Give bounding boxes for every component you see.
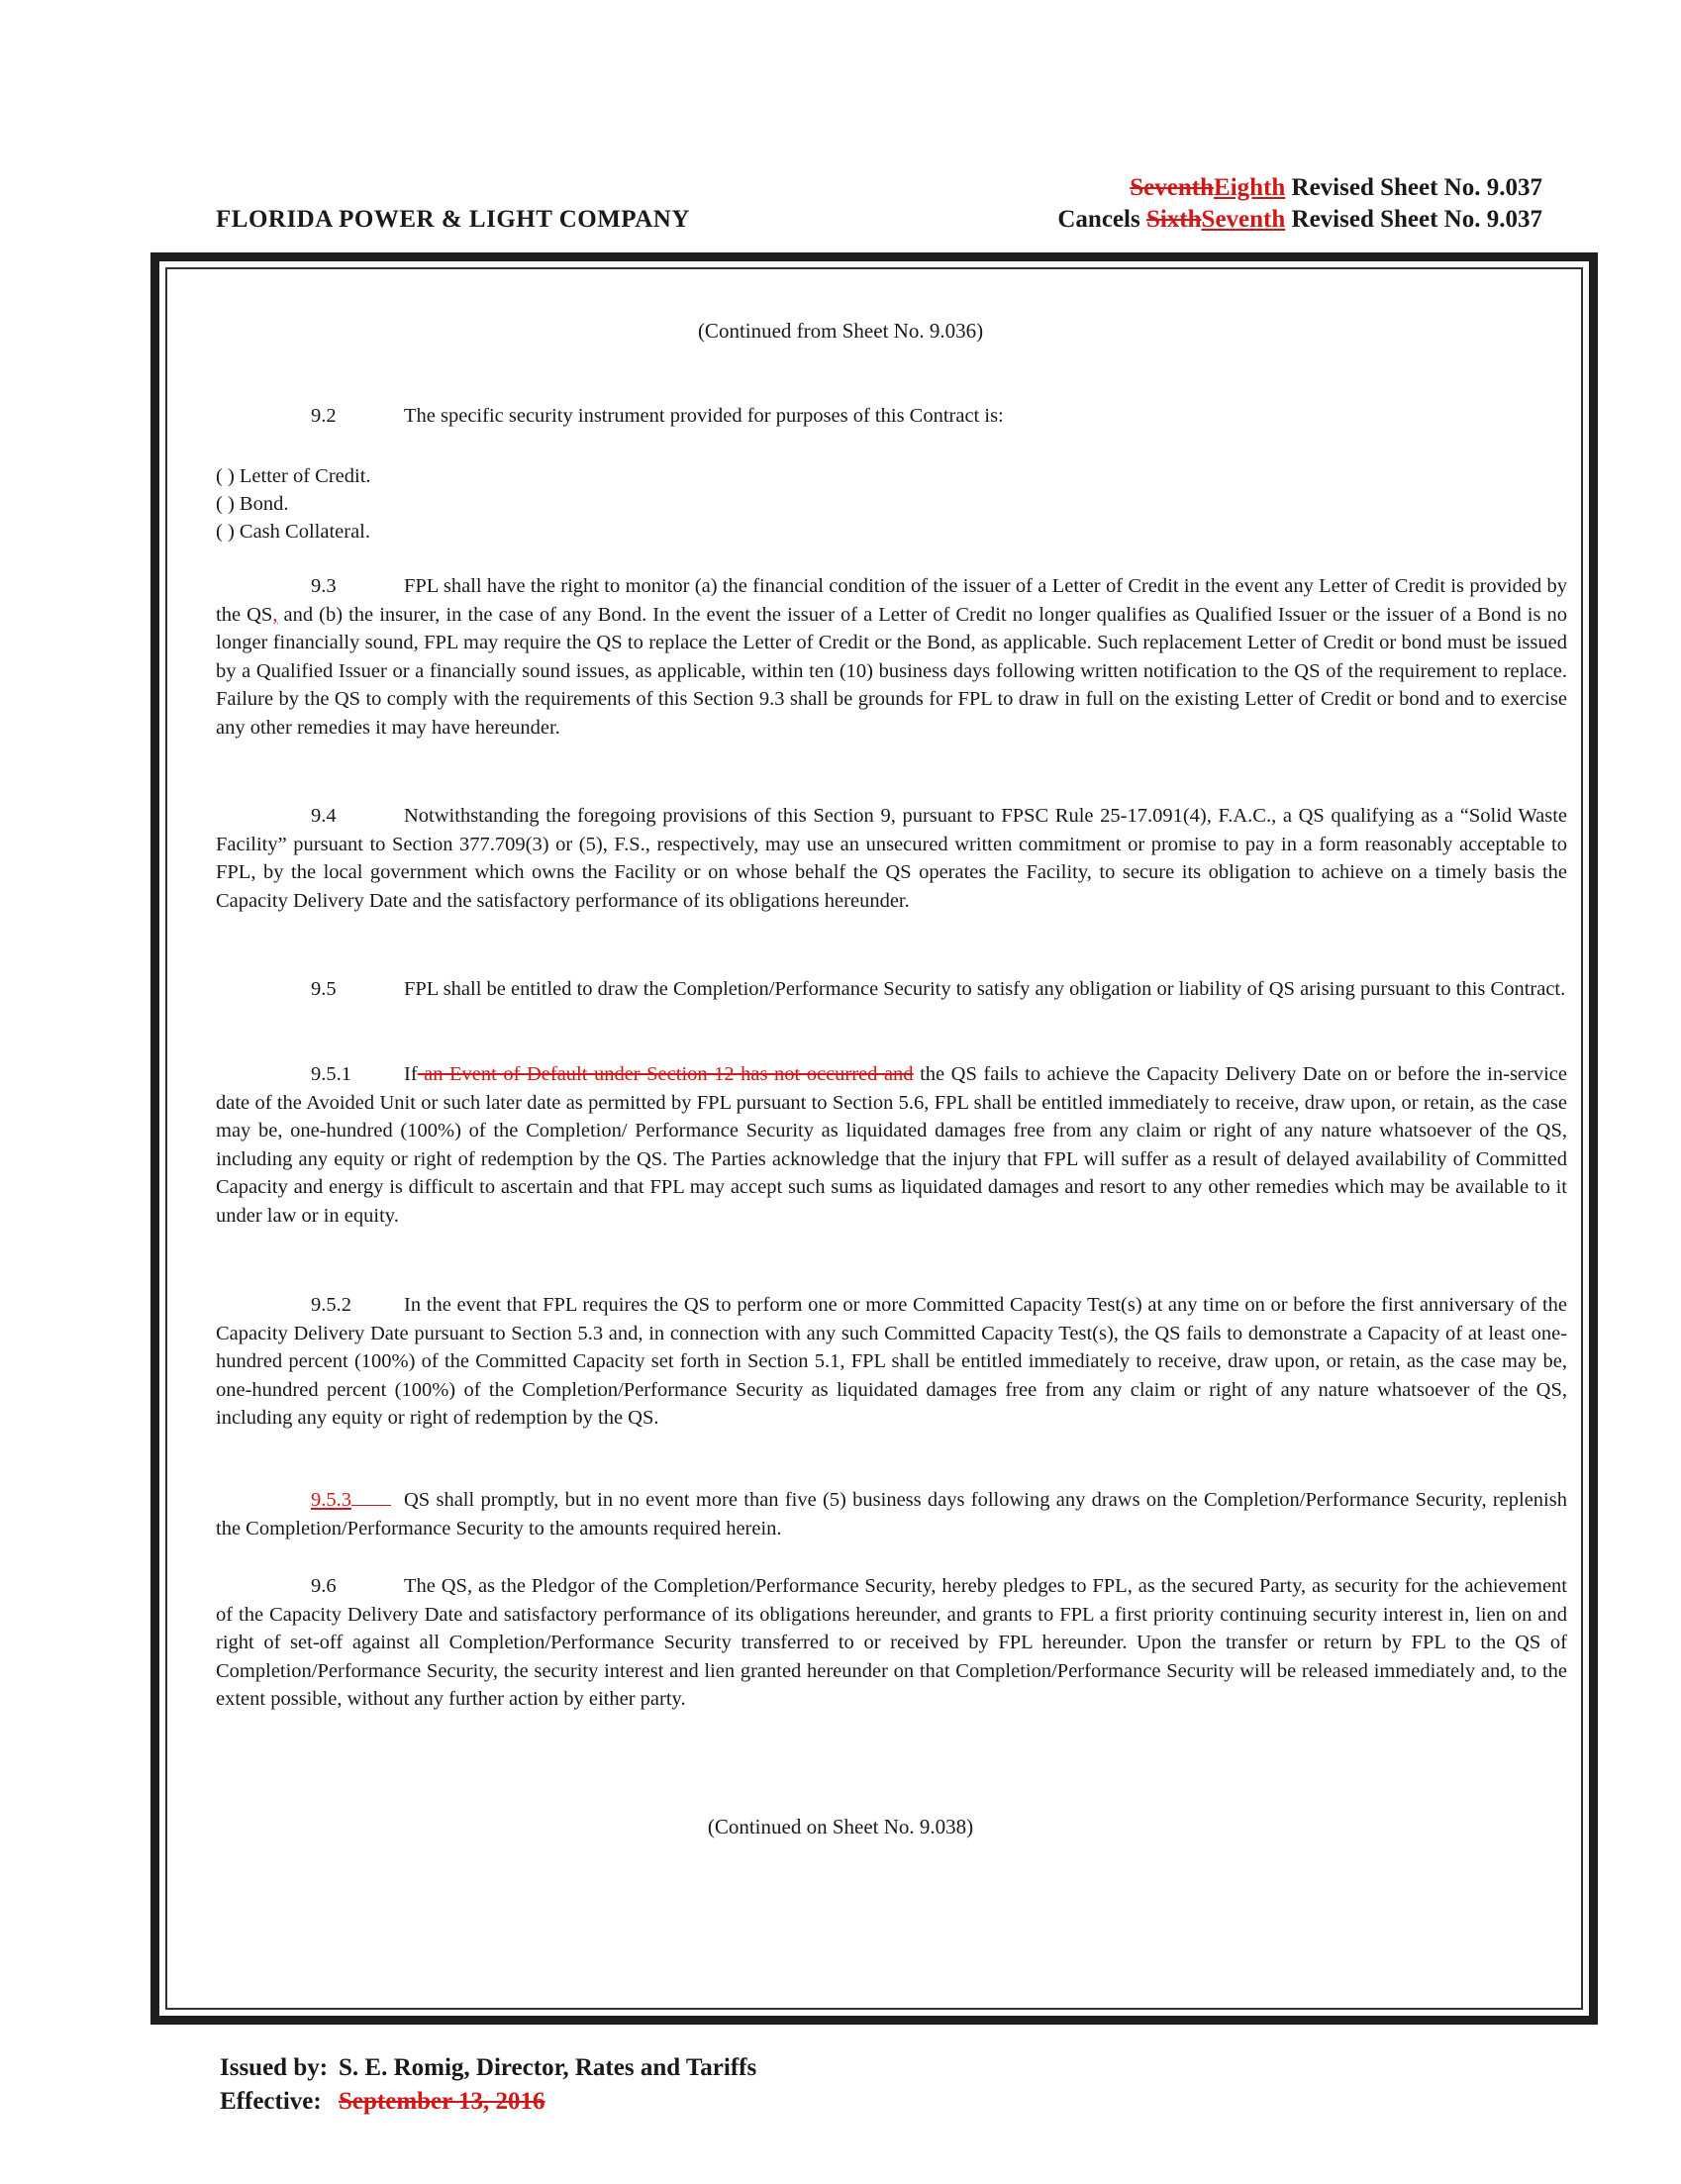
- section-number: 9.2: [311, 405, 337, 427]
- effective-label: Effective:: [220, 2088, 322, 2115]
- section-9-5: [216, 975, 1567, 1004]
- sheet-footer: [220, 2051, 756, 2119]
- section-9-6: [216, 1572, 1567, 1714]
- issued-label: Issued by:: [220, 2054, 329, 2081]
- section-number: 9.6: [311, 1575, 337, 1597]
- inserted-tab-underline: [351, 1505, 391, 1506]
- effective-line: [220, 2085, 756, 2119]
- option-bond: ( ) Bond.: [216, 493, 289, 515]
- section-number: 9.3: [311, 575, 337, 597]
- continued-from-note: (Continued from Sheet No. 9.036): [697, 319, 984, 343]
- deleted-effective-date: September 13, 2016: [339, 2088, 545, 2115]
- section-text-continued: the QS fails to achieve the Capacity Delivery Date on or before the in-service date of the Avoided Unit or such later date as permitted by FPL pursuant to Section 5.6, FPL shall be entitled immediately to receive, draw upon, or retain, as the case may be, one-hundred (100%) of the Completion/ Performance Security as liquidated damages free from any claim or right of any nature whatsoever of the QS, including any equity or right of redemption by the QS. The Parties acknowledge that the injury that FPL will suffer as a result of delayed availability of Committed Capacity and energy is difficult to ascertain and that FPL may accept such sums as liquidated damages and resort to any other remedies which may be available to it under law or in equity.: [216, 1063, 1568, 1227]
- deleted-cancel-word: Sixth: [1145, 206, 1202, 233]
- section-9-5-2: [216, 1291, 1567, 1433]
- deleted-text: an Event of Default under Section 12 has not occurred and: [417, 1063, 914, 1085]
- section-9-4: [216, 802, 1567, 915]
- section-9-5-1: [216, 1060, 1567, 1231]
- section-text: If: [404, 1063, 418, 1085]
- cancels-prefix: Cancels: [1057, 206, 1146, 233]
- section-9-2: [216, 402, 1567, 431]
- section-number: 9.5.1: [311, 1063, 351, 1085]
- cancels-line: [1057, 206, 1542, 234]
- continued-on-note: (Continued on Sheet No. 9.038): [707, 1815, 974, 1838]
- section-number: 9.5: [311, 978, 337, 1000]
- section-number: 9.5.2: [311, 1294, 351, 1316]
- issued-by-line: [220, 2051, 756, 2085]
- inserted-cancel-word: Seventh: [1201, 206, 1286, 233]
- section-text: In the event that FPL requires the QS to perform one or more Committed Capacity Test(s) at any time on or before the first anniversary of the Capacity Delivery Date pursuant to Section 5.3 and, in connection with any such Committed Capacity Test(s), the QS fails to demonstrate a Capacity of at least one-hundred percent (100%) of the Committed Capacity set forth in Section 5.1, FPL shall be entitled immediately to receive, draw upon, or retain, as the case may be, one-hundred percent (100%) of the Completion/Performance Security as liquidated damages free from any claim or right of any nature whatsoever of the QS, including any equity or right of redemption by the QS.: [216, 1294, 1567, 1430]
- option-letter-of-credit: ( ) Letter of Credit.: [216, 465, 371, 487]
- inserted-comma: ,: [272, 603, 278, 626]
- option-cash-collateral: ( ) Cash Collateral.: [216, 521, 370, 543]
- section-text: FPL shall be entitled to draw the Completion/Performance Security to satisfy any obligation or liability of QS arising pursuant to this Contract.: [404, 978, 1566, 1000]
- inserted-section-number: 9.5.3: [311, 1489, 351, 1511]
- section-number: [216, 1486, 404, 1515]
- security-options-list: [216, 462, 1567, 546]
- cancels-text: Revised Sheet No. 9.037: [1285, 206, 1542, 233]
- sheet-revision-text: Revised Sheet No. 9.037: [1285, 174, 1542, 201]
- inserted-revision-word: Eighth: [1214, 174, 1286, 201]
- section-number: 9.4: [311, 805, 337, 827]
- deleted-revision-word: Seventh: [1130, 174, 1215, 201]
- section-text: The QS, as the Pledgor of the Completion/Performance Security, hereby pledges to FPL, as the secured Party, as security for the achievement of the Capacity Delivery Date and satisfactory performance of its obligations hereunder, and grants to FPL a first priority continuing security interest in, lien on and right of set-off against all Completion/Performance Security transferred to or received by FPL hereunder. Upon the transfer or return by FPL to the QS of Completion/Performance Security, the security interest and lien granted hereunder on that Completion/Performance Security will be released immediately and, to the extent possible, without any further action by either party.: [216, 1575, 1567, 1711]
- issued-value: S. E. Romig, Director, Rates and Tariffs: [339, 2054, 757, 2081]
- section-text: Notwithstanding the foregoing provisions of this Section 9, pursuant to FPSC Rule 25-17.091(4), F.A.C., a QS qualifying as a “Solid Waste Facility” pursuant to Section 377.709(3) or (5), F.S., respectively, may use an unsecured written commitment or promise to pay in a form reasonably acceptable to FPL, by the local government which owns the Facility or on whose behalf the QS operates the Facility, to secure its obligation to achieve on a timely basis the Capacity Delivery Date and the satisfactory performance of its obligations hereunder.: [216, 805, 1567, 912]
- section-text: The specific security instrument provided for purposes of this Contract is:: [404, 405, 1004, 427]
- company-name: FLORIDA POWER & LIGHT COMPANY: [216, 206, 690, 233]
- section-9-5-3: [216, 1486, 1567, 1542]
- section-text: FPL shall have the right to monitor (a) the financial condition of the issuer of a Letter of Credit in the event any Letter of Credit is provided by the QS: [216, 575, 1567, 626]
- section-text: QS shall promptly, but in no event more than five (5) business days following any draws on the Completion/Performance Security, replenish the Completion/Performance Security to the amounts required herein.: [216, 1489, 1567, 1539]
- section-9-3: [216, 572, 1567, 743]
- section-text-continued: and (b) the insurer, in the case of any Bond. In the event the issuer of a Letter of Credit no longer qualifies as Qualified Issuer or the issuer of a Bond is no longer financially sound, FPL may require the QS to replace the Letter of Credit or the Bond, as applicable. Such replacement Letter of Credit or bond must be issued by a Qualified Issuer or a financially sound issues, as applicable, within ten (10) business days following written notification to the QS of the requirement to replace. Failure by the QS to comply with the requirements of this Section 9.3 shall be grounds for FPL to draw in full on the existing Letter of Credit or bond and to exercise any other remedies it may have hereunder.: [216, 603, 1567, 739]
- sheet-revision-line: [1130, 174, 1542, 202]
